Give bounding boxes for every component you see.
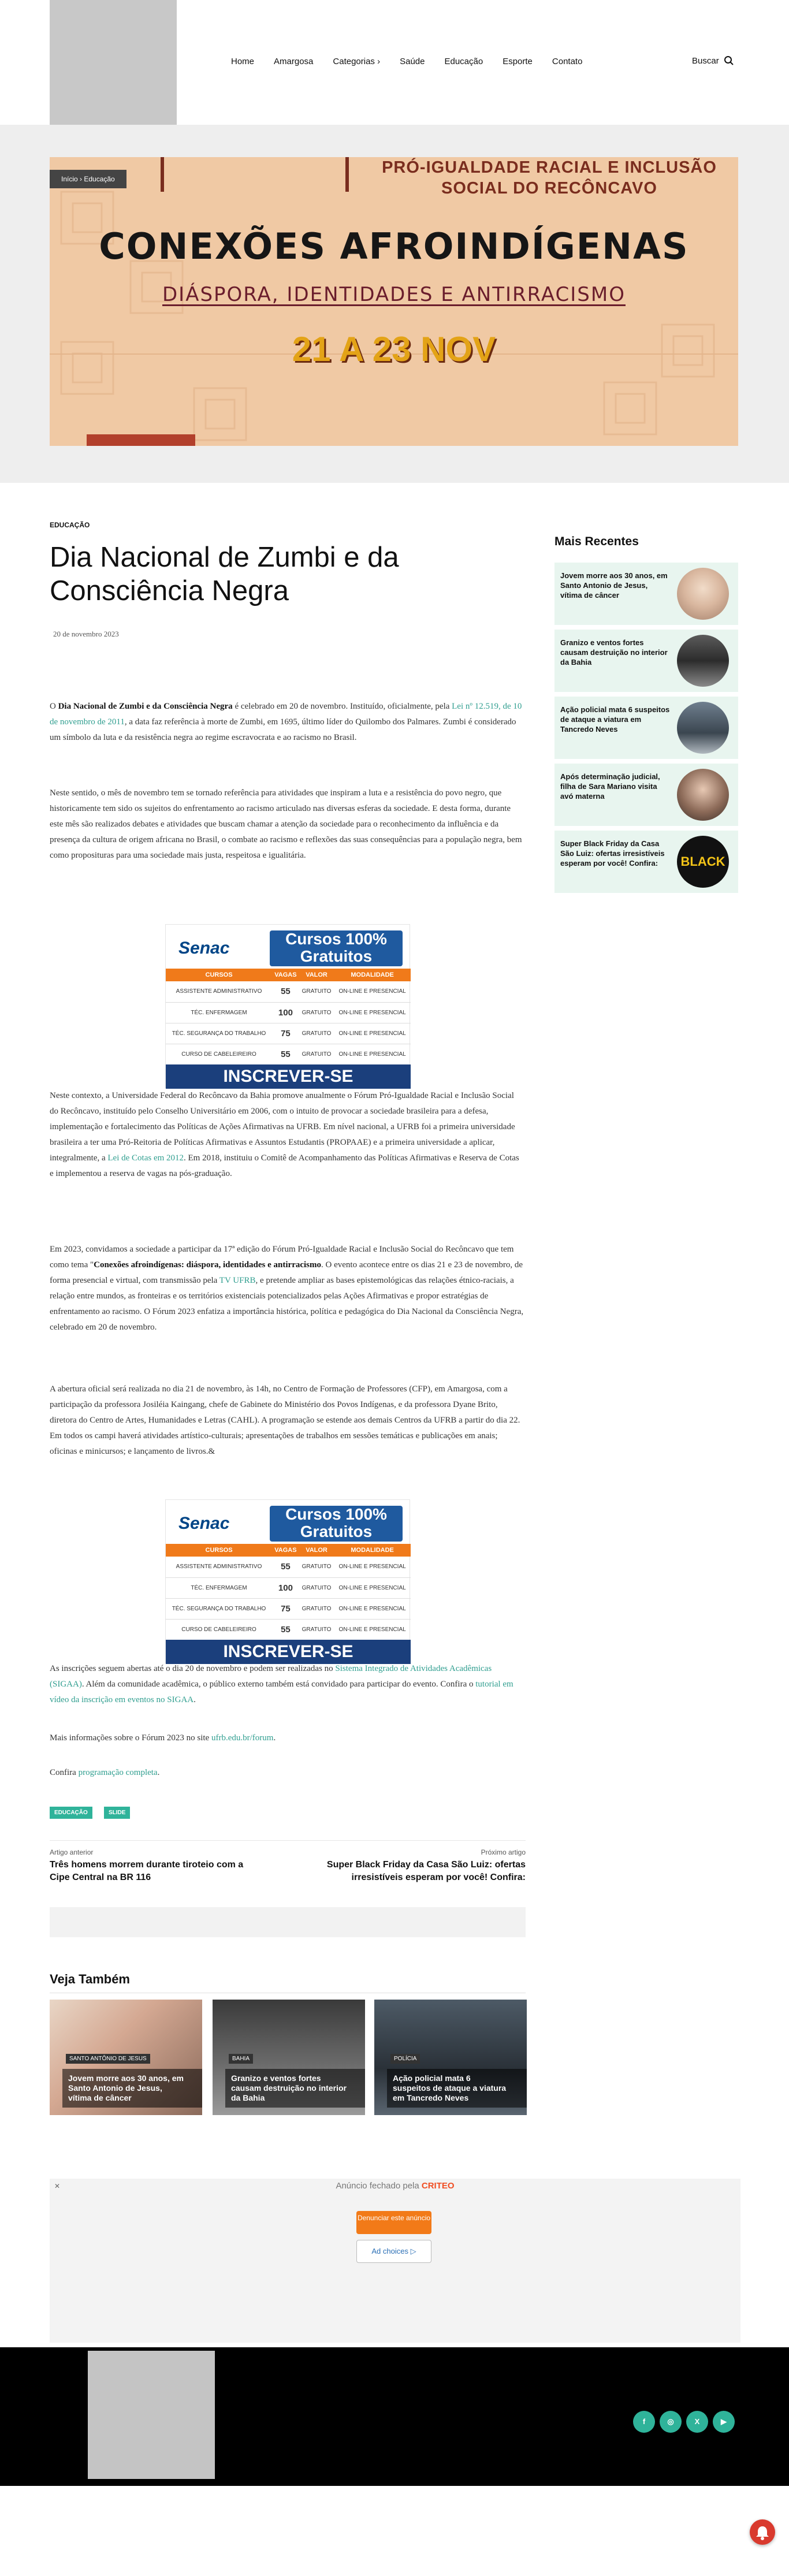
banner-title: CONEXÕES AFROINDÍGENAS — [99, 225, 689, 267]
sidebar-thumbnail — [677, 702, 729, 754]
paragraph-8 — [50, 1765, 524, 1781]
related-title-text[interactable]: Ação policial mata 6 suspeitos de ataque a viatura em Tancredo Neves — [393, 2074, 507, 2102]
senac-ad[interactable] — [165, 1499, 410, 1663]
ad-cell: 100 — [272, 1577, 299, 1598]
x-twitter-icon[interactable]: X — [686, 2411, 708, 2433]
ad-col: MODALIDADE — [334, 969, 411, 981]
nav-esporte[interactable]: Esporte — [503, 57, 533, 66]
ad-cell: ON-LINE E PRESENCIAL — [334, 1598, 411, 1619]
cotas-link[interactable]: Lei de Cotas em 2012 — [107, 1153, 184, 1163]
search-icon — [724, 55, 734, 66]
ad-cell: GRATUITO — [299, 981, 334, 1002]
site-logo[interactable] — [50, 0, 177, 125]
nav-categorias-label: Categorias — [333, 57, 375, 66]
senac-ad[interactable] — [165, 924, 410, 1088]
text: Em 2023, convidamos a sociedade a participar da 17ª edição do Fórum Pró-Igualdade Racial e Inclusão Social do Recôncavo que tem como tema " — [50, 1245, 514, 1270]
ad-cell: ON-LINE E PRESENCIAL — [334, 1577, 411, 1598]
prev-article-link[interactable]: Três homens morrem durante tiroteio com a Cipe Central na BR 116 — [50, 1860, 244, 1882]
text: é celebrado em 20 de novembro. Instituído, oficialmente, pela — [232, 702, 452, 711]
nav-categorias[interactable] — [333, 57, 380, 66]
related-card[interactable] — [50, 2000, 202, 2115]
paragraph-7 — [50, 1730, 524, 1746]
facebook-icon[interactable]: f — [633, 2411, 655, 2433]
ad-cell: GRATUITO — [299, 1557, 334, 1577]
tag-slide[interactable]: SLIDE — [104, 1807, 130, 1819]
related-title — [62, 2069, 202, 2108]
sidebar-item[interactable] — [554, 630, 738, 692]
article-category[interactable]: EDUCAÇÃO — [50, 521, 90, 529]
ad-cell: TÉC. ENFERMAGEM — [166, 1002, 272, 1023]
ad-table — [166, 969, 411, 1065]
tag-educacao[interactable]: EDUCAÇÃO — [50, 1807, 92, 1819]
next-article-link[interactable]: Super Black Friday da Casa São Luiz: ofertas irresistíveis esperam por você! Confira: — [326, 1860, 526, 1882]
ad-cell: 75 — [272, 1023, 299, 1044]
ad-col: VALOR — [299, 969, 334, 981]
report-ad-button[interactable]: Denunciar este anúncio — [356, 2211, 431, 2234]
sidebar-thumbnail — [677, 635, 729, 687]
chevron-right-icon: › — [377, 57, 381, 66]
ad-cell: GRATUITO — [299, 1044, 334, 1064]
ad-cell: GRATUITO — [299, 1002, 334, 1023]
text: Neste contexto, a Universidade Federal do Recôncavo da Bahia promove anualmente o Fórum Pró-Igualdade Racial e Inclusão Social do Recôncavo, instituído pelo Conselho Universitário em 2006, com o intuito de provocar a sociedade brasileira para a defesa, implementação e fortalecimento das Políticas de Ações Afirmativas na UFRB. Em nível nacional, a UFRB foi a primeira universidade brasileira a ter uma Pró-Reitoria de Políticas Afirmativas e Assuntos Estudantis (PROPAAE) e a primeira universidade a aplicar, integralmente, a — [50, 1091, 515, 1163]
related-category[interactable]: POLÍCIA — [390, 2054, 420, 2064]
program-link[interactable]: programação completa — [78, 1768, 158, 1777]
ad-brand: Senac — [178, 1514, 230, 1533]
close-icon[interactable]: ✕ — [54, 2182, 61, 2190]
ad-cell: 55 — [272, 981, 299, 1002]
paragraph-6 — [50, 1661, 524, 1708]
text: . — [157, 1768, 160, 1777]
banner-date: 21 A 23 NOV — [292, 330, 496, 368]
ad-cell: ON-LINE E PRESENCIAL — [334, 1619, 411, 1640]
ad-col: MODALIDADE — [334, 1544, 411, 1557]
text: . — [273, 1733, 276, 1743]
text: Mais informações sobre o Fórum 2023 no site — [50, 1733, 211, 1743]
related-section-title: Veja Também — [50, 1972, 130, 1986]
ad-col: CURSOS — [166, 1544, 272, 1557]
tv-ufrb-link[interactable]: TV UFRB — [219, 1276, 256, 1285]
sidebar-item-title[interactable]: Ação policial mata 6 suspeitos de ataque a viatura em Tancredo Neves — [560, 705, 670, 734]
ad-cell: 55 — [272, 1619, 299, 1640]
ad-cell: ON-LINE E PRESENCIAL — [334, 1002, 411, 1023]
divider — [50, 1840, 526, 1841]
ad-cell: 100 — [272, 1002, 299, 1023]
site-header — [0, 0, 789, 125]
ad-closed-text — [50, 2181, 740, 2191]
sidebar-item-title[interactable]: Após determinação judicial, filha de Sara Mariano visita avó materna — [560, 772, 660, 801]
bold-text: Dia Nacional de Zumbi e da Consciência Negra — [58, 702, 233, 711]
ad-cell: ON-LINE E PRESENCIAL — [334, 981, 411, 1002]
sidebar-thumbnail — [677, 836, 729, 888]
sidebar-item[interactable] — [554, 764, 738, 826]
next-caption: Próximo artigo — [481, 1848, 526, 1856]
sidebar-thumbnail — [677, 568, 729, 620]
related-category[interactable]: SANTO ANTÔNIO DE JESUS — [66, 2054, 150, 2064]
instagram-icon[interactable]: ◎ — [660, 2411, 682, 2433]
ad-col: VALOR — [299, 1544, 334, 1557]
sidebar-thumbnail — [677, 769, 729, 821]
ad-choices-button[interactable]: Ad choices ▷ — [356, 2240, 431, 2263]
ad-col: VAGAS — [272, 969, 299, 981]
ad-cta-button[interactable]: INSCREVER-SE — [166, 1640, 411, 1664]
article-date: 20 de novembro 2023 — [53, 630, 119, 638]
ad-cell: ON-LINE E PRESENCIAL — [334, 1044, 411, 1064]
tutorial-link[interactable]: tutorial em vídeo da inscrição em eventos no SIGAA — [50, 1680, 513, 1704]
paragraph-5: A abertura oficial será realizada no dia 21 de novembro, às 14h, no Centro de Formação de Professores (CFP), em Amargosa, com a participação da professora Josiléia Kaingang, chefe de Gabinete do Ministério dos Povos Indígenas, e da professora Dyane Brito, diretora do Centro de Artes, Humanidades e Letras (CAHL). A programação se estende aos demais Centros da UFRB a partir do dia 22. Em todos os campi haverá atividades artístico-culturais; apresentações de trabalhos em sessões temáticas e publicações em anais; oficinas e minicursos; e lançamento de livros.& — [50, 1384, 520, 1456]
bell-icon — [750, 2519, 775, 2545]
search-button[interactable] — [692, 55, 734, 66]
ad-cell: GRATUITO — [299, 1023, 334, 1044]
text: . Além da comunidade acadêmica, o público externo também está convidado para participar do evento. Confira o — [81, 1680, 476, 1689]
main-nav — [231, 57, 582, 66]
featured-image — [50, 157, 738, 446]
ad-cell: ASSISTENTE ADMINISTRATIVO — [166, 981, 272, 1002]
prev-caption: Artigo anterior — [50, 1848, 94, 1856]
ad-cta-button[interactable]: INSCREVER-SE — [166, 1064, 411, 1089]
banner-subtitle: DIÁSPORA, IDENTIDADES E ANTIRRACISMO — [162, 283, 626, 306]
text: As inscrições seguem abertas até o dia 20 de novembro e podem ser realizadas no — [50, 1664, 336, 1673]
text: . — [193, 1695, 196, 1704]
ad-cell: ON-LINE E PRESENCIAL — [334, 1557, 411, 1577]
nav-saude[interactable]: Saúde — [400, 57, 425, 66]
text: Anúncio fechado pela — [336, 2181, 419, 2191]
ad-col: VAGAS — [272, 1544, 299, 1557]
law-link[interactable]: Lei nº 12.519, de 10 de novembro de 2011 — [50, 702, 522, 727]
sidebar-item[interactable] — [554, 697, 738, 759]
sigaa-link[interactable]: Sistema Integrado de Atividades Acadêmicas (SIGAA) — [50, 1664, 492, 1689]
sidebar-title: Mais Recentes — [554, 535, 639, 548]
text: O — [50, 702, 58, 711]
ad-cell: ON-LINE E PRESENCIAL — [334, 1023, 411, 1044]
sidebar-item-title[interactable]: Granizo e ventos fortes causam destruição no interior da Bahia — [560, 638, 668, 667]
search-label: Buscar — [692, 55, 719, 66]
ad-cell: ASSISTENTE ADMINISTRATIVO — [166, 1557, 272, 1577]
related-card[interactable] — [374, 2000, 527, 2115]
black-friday-badge: BLACK — [680, 854, 725, 869]
paragraph-1 — [50, 699, 524, 746]
ad-brand: Senac — [178, 939, 230, 958]
ad-cell: CURSO DE CABELEIREIRO — [166, 1619, 272, 1640]
sidebar-item-title[interactable]: Super Black Friday da Casa São Luiz: ofertas irresistíveis esperam por você! Confira: — [560, 839, 665, 868]
nav-home[interactable]: Home — [231, 57, 255, 66]
ad-cell: GRATUITO — [299, 1577, 334, 1598]
ad-cell: 75 — [272, 1598, 299, 1619]
banner-tab — [87, 434, 195, 446]
paragraph-2: Neste sentido, o mês de novembro tem se tornado referência para atividades que inspiram a luta e a resistência do povo negro, que historicamente tem sido os sujeitos do enfrentamento ao racismo articulado nas diversas esferas da sociedade. E desta forma, durante este mês são realizados debates e atividades que buscam chamar a atenção da sociedade para o reconhecimento da influência e da presença da cultura de origem africana no Brasil, o combate ao racismo e reflexões das suas consequências para a população negra, bem como proposituras para uma sociedade mais justa, respeitosa e igualitária. — [50, 788, 522, 860]
related-title — [225, 2069, 365, 2108]
breadcrumb[interactable]: Início › Educação — [50, 170, 126, 188]
comment-area[interactable] — [50, 1907, 526, 1937]
forum-link[interactable]: ufrb.edu.br/forum — [211, 1733, 274, 1743]
ad-cell: GRATUITO — [299, 1598, 334, 1619]
closed-ad — [50, 2179, 740, 2343]
banner-top-text: PRÓ-IGUALDADE RACIAL E INCLUSÃO SOCIAL DO RECÔNCAVO — [382, 158, 717, 198]
text: Confira — [50, 1768, 79, 1777]
related-category[interactable]: BAHIA — [229, 2054, 253, 2064]
ad-headline: Cursos 100% Gratuitos — [270, 1506, 403, 1542]
nav-educacao[interactable]: Educação — [444, 57, 483, 66]
sidebar-item[interactable] — [554, 831, 738, 893]
text: . Em 2018, instituiu o Comitê de Acompanhamento das Políticas Afirmativas e Reserva de Cotas e implementou a reserva de vagas na pós-graduação. — [50, 1153, 519, 1178]
nav-contato[interactable]: Contato — [552, 57, 583, 66]
sidebar-item[interactable] — [554, 563, 738, 625]
paragraph-3 — [50, 1088, 524, 1182]
ad-table — [166, 1544, 411, 1640]
text: . O evento acontece entre os dias 21 e 23 de novembro, de forma presencial e virtual, com transmissão pela — [50, 1260, 523, 1285]
text: , e pretende ampliar as bases epistemológicas das relações étnico-raciais, a relação entre mundos, as fronteiras e os territórios existenciais potencializados pelas Ações Afirmativas e propor estratégias de enfrentamento ao racismo. O Fórum 2023 enfatiza a importância histórica, política e pedagógica do Dia Nacional da Consciência Negra, celebrado em 20 de novembro. — [50, 1276, 524, 1332]
ad-cell: TÉC. SEGURANÇA DO TRABALHO — [166, 1598, 272, 1619]
related-title-text[interactable]: Granizo e ventos fortes causam destruição no interior da Bahia — [231, 2074, 347, 2102]
ad-cell: 55 — [272, 1044, 299, 1064]
youtube-icon[interactable]: ▶ — [713, 2411, 735, 2433]
related-title-text[interactable]: Jovem morre aos 30 anos, em Santo Antonio de Jesus, vítima de câncer — [68, 2074, 184, 2102]
page-title: Dia Nacional de Zumbi e da Consciência Negra — [50, 542, 399, 606]
paragraph-4 — [50, 1242, 524, 1335]
bold-text: Conexões afroindígenas: diáspora, identidades e antirracismo — [94, 1260, 322, 1270]
nav-amargosa[interactable]: Amargosa — [274, 57, 314, 66]
ad-cell: TÉC. SEGURANÇA DO TRABALHO — [166, 1023, 272, 1044]
related-title — [387, 2069, 527, 2108]
ad-headline: Cursos 100% Gratuitos — [270, 930, 403, 966]
text: , a data faz referência à morte de Zumbi, em 1695, último líder do Quilombo dos Palmares. Zumbi é considerado um símbolo da luta e da resistência negra ao regime escravocrata e ao racismo no Brasil. — [50, 717, 516, 742]
ad-cell: TÉC. ENFERMAGEM — [166, 1577, 272, 1598]
footer-logo[interactable] — [88, 2351, 215, 2479]
site-footer — [0, 2347, 789, 2486]
criteo-logo: CRITEO — [421, 2181, 455, 2191]
sidebar-item-title[interactable]: Jovem morre aos 30 anos, em Santo Antonio de Jesus, vítima de câncer — [560, 571, 668, 600]
ad-cell: 55 — [272, 1557, 299, 1577]
ad-cell: GRATUITO — [299, 1619, 334, 1640]
related-card[interactable] — [213, 2000, 365, 2115]
ad-col: CURSOS — [166, 969, 272, 981]
ad-cell: CURSO DE CABELEIREIRO — [166, 1044, 272, 1064]
notification-bell-icon[interactable] — [750, 2519, 775, 2545]
